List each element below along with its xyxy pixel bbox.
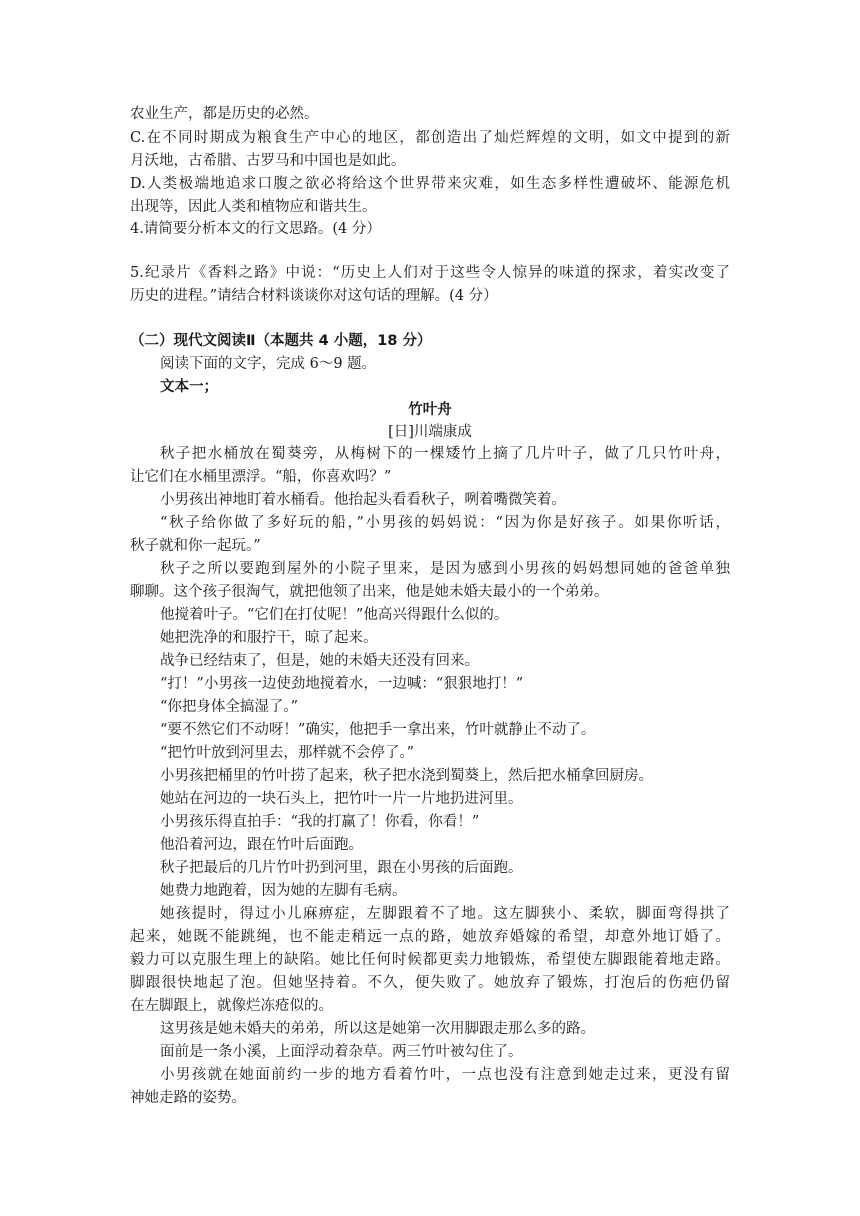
story-line: “你把身体全搞湿了。” <box>160 699 299 715</box>
question-5: 历史的进程。”请结合材料谈谈你对这句话的理解。(4 分） <box>130 288 498 304</box>
story-line: 这男孩是她未婚夫的弟弟，所以这是她第一次用脚跟走那么多的路。 <box>160 1021 595 1037</box>
question-4: 4.请简要分析本文的行文思路。(4 分） <box>130 221 381 237</box>
option-c-line: 月沃地，古希腊、古罗马和中国也是如此。 <box>130 153 406 169</box>
story-line: 战争已经结束了，但是，她的未婚夫还没有回来。 <box>160 653 479 669</box>
option-c-line: C.在不同时期成为粮食生产中心的地区，都创造出了灿烂辉煌的文明，如文中提到的新 <box>130 130 730 146</box>
section-heading: （二）现代文阅读Ⅱ（本题共 4 小题，18 分） <box>130 333 432 349</box>
story-line: 秋子就和你一起玩。” <box>130 538 261 554</box>
story-title: 竹叶舟 <box>408 402 452 418</box>
story-line: 神她走路的姿势。 <box>130 1090 246 1106</box>
story-line: 让它们在水桶里漂浮。“船，你喜欢吗？” <box>130 469 392 485</box>
story-line: “要不然它们不动呀！”确实，他把手一拿出来，竹叶就静止不动了。 <box>160 722 596 738</box>
story-line: 面前是一条小溪，上面浮动着杂草。两三竹叶被勾住了。 <box>160 1044 523 1060</box>
story-line: 在左脚跟上，就像烂冻疮似的。 <box>130 998 333 1014</box>
option-d-line: D.人类极端地追求口腹之欲必将给这个世界带来灾难，如生态多样性遭破坏、能源危机 <box>130 176 730 192</box>
paragraph-line: 农业生产，都是历史的必然。 <box>130 106 319 122</box>
story-line: 小男孩就在她面前约一步的地方看着竹叶，一点也没有注意到她走过来，更没有留 <box>160 1067 730 1083</box>
story-line: “打！”小男孩一边使劲地搅着水，一边喊：“狠狠地打！” <box>160 676 524 692</box>
question-5: 5.纪录片《香料之路》中说：“历史上人们对于这些令人惊异的味道的探求，着实改变了 <box>130 265 730 281</box>
option-d-line: 出现等，因此人类和植物应和谐共生。 <box>130 199 377 215</box>
instruction-text: 阅读下面的文字，完成 6～9 题。 <box>160 356 377 372</box>
text-label: 文本一； <box>160 379 218 395</box>
story-line: 秋子把水桶放在蜀葵旁，从梅树下的一棵矮竹上摘了几片叶子，做了几只竹叶舟， <box>160 446 730 462</box>
story-line: 他搅着叶子。“它们在打仗呢！”他高兴得跟什么似的。 <box>160 607 509 623</box>
story-line: 她把洗净的和服拧干，晾了起来。 <box>160 630 378 646</box>
story-line: 他沿着河边，跟在竹叶后面跑。 <box>160 837 363 853</box>
story-line: “把竹叶放到河里去，那样就不会停了。” <box>160 745 415 761</box>
story-line: 小男孩乐得直拍手：“我的打赢了！你看，你看！” <box>160 814 480 830</box>
story-author: [日]川端康成 <box>388 424 472 440</box>
story-line: 她费力地跑着，因为她的左脚有毛病。 <box>160 883 407 899</box>
story-line: 毅力可以克服生理上的缺陷。她比任何时候都更卖力地锻炼，希望使左脚跟能着地走路。 <box>130 952 730 968</box>
story-line: 脚跟很快地起了泡。但她坚持着。不久，便失败了。她放弃了锻炼，打泡后的伤疤仍留 <box>130 975 730 991</box>
story-line: 秋子把最后的几片竹叶扔到河里，跟在小男孩的后面跑。 <box>160 860 523 876</box>
story-line: 小男孩出神地盯着水桶看。他抬起头看看秋子，咧着嘴微笑着。 <box>160 492 566 508</box>
story-line: 聊聊。这个孩子很淘气，就把他领了出来，他是她未婚夫最小的一个弟弟。 <box>130 584 609 600</box>
story-line: “秋子给你做了多好玩的船，”小男孩的妈妈说：“因为你是好孩子。如果你听话， <box>160 515 730 531</box>
story-line: 她孩提时，得过小儿麻痹症，左脚跟着不了地。这左脚狭小、柔软，脚面弯得拱了 <box>160 906 730 922</box>
story-line: 起来，她既不能跳绳，也不能走稍远一点的路，她放弃婚嫁的希望，却意外地订婚了。 <box>130 929 730 945</box>
story-line: 她站在河边的一块石头上，把竹叶一片一片地扔进河里。 <box>160 791 523 807</box>
story-line: 小男孩把桶里的竹叶捞了起来，秋子把水浇到蜀葵上，然后把水桶拿回厨房。 <box>160 768 653 784</box>
story-line: 秋子之所以要跑到屋外的小院子里来，是因为感到小男孩的妈妈想同她的爸爸单独 <box>160 561 730 577</box>
